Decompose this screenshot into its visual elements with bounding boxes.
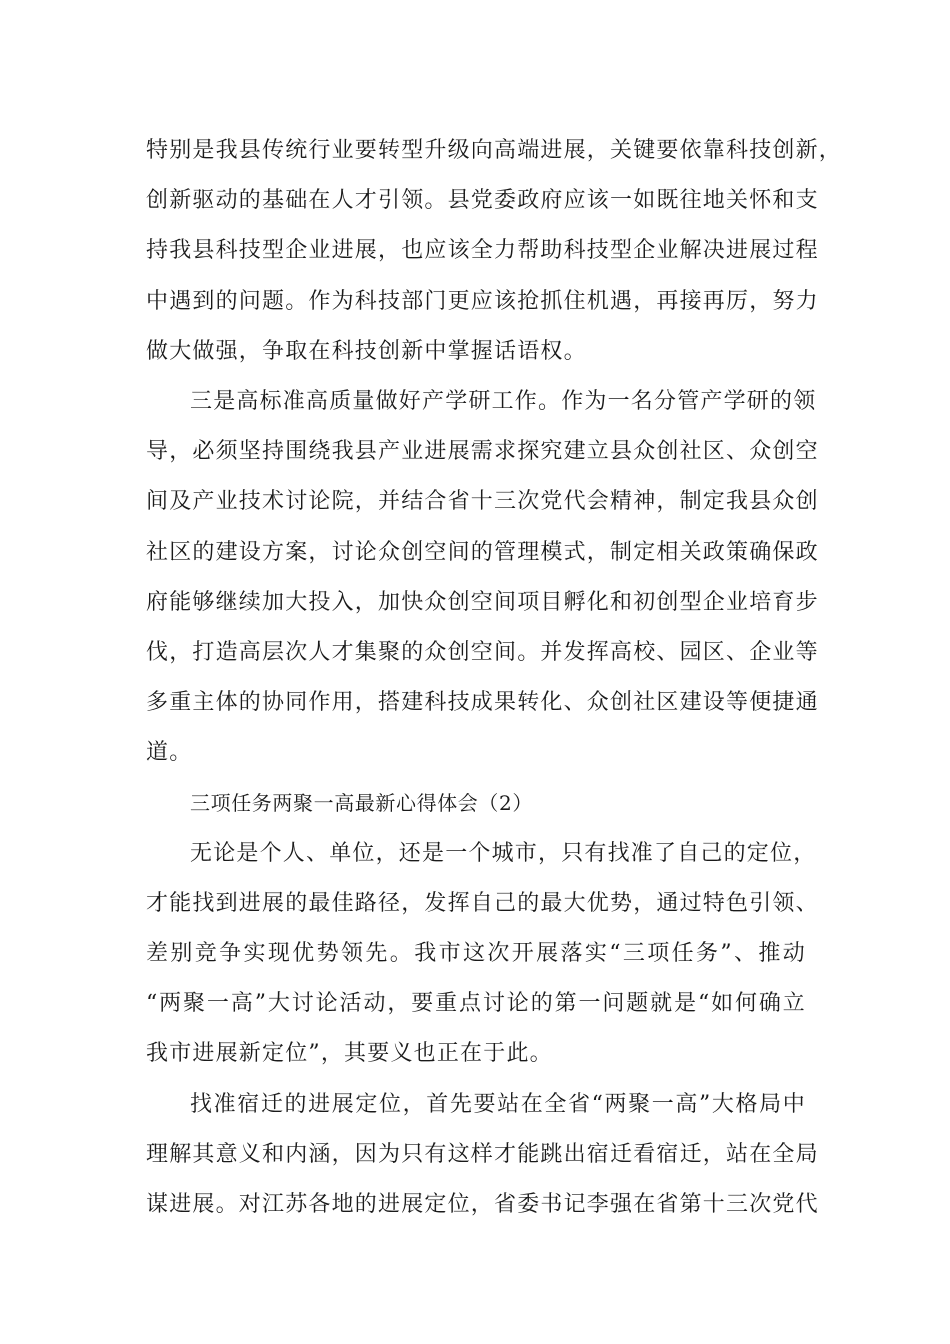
text-line: 创新驱动的基础在人才引领。县党委政府应该一如既往地关怀和支 (146, 188, 819, 214)
text-line: 三项任务两聚一高最新心得体会（2） (190, 791, 533, 816)
text-line: 三是高标准高质量做好产学研工作。作为一名分管产学研的领 (190, 388, 817, 414)
text-line: 差别竞争实现优势领先。我市这次开展落实“三项任务”、推动 (146, 941, 806, 966)
text-line: 中遇到的问题。作为科技部门更应该抢抓住机遇，再接再厉，努力 (146, 288, 819, 314)
text-line: 社区的建设方案，讨论众创空间的管理模式，制定相关政策确保政 (146, 539, 819, 565)
text-line: “两聚一高”大讨论活动，要重点讨论的第一问题就是“如何确立 (146, 991, 806, 1017)
text-line: 才能找到进展的最佳路径，发挥自己的最大优势，通过特色引领、 (146, 890, 819, 916)
text-line: 谋进展。对江苏各地的进展定位，省委书记李强在省第十三次党代 (146, 1191, 819, 1217)
text-line: 导，必须坚持围绕我县产业进展需求探究建立县众创社区、众创空 (146, 439, 819, 465)
paragraph-p2 (146, 377, 819, 779)
text-line: 特别是我县传统行业要转型升级向高端进展，关键要依靠科技创新， (146, 138, 843, 163)
paragraph-p1 (146, 126, 843, 377)
text-line: 伐，打造高层次人才集聚的众创空间。并发挥高校、园区、企业等 (146, 639, 819, 665)
paragraph-p3 (146, 829, 819, 1080)
text-line: 找准宿迁的进展定位，首先要站在全省“两聚一高”大格局中 (190, 1091, 806, 1117)
text-line: 多重主体的协同作用，搭建科技成果转化、众创社区建设等便捷通 (146, 690, 819, 716)
text-line: 道。 (146, 740, 193, 766)
document-body (146, 126, 843, 1230)
text-line: 我市进展新定位”，其要义也正在于此。 (146, 1041, 553, 1067)
paragraph-p4 (146, 1080, 819, 1231)
section-heading (146, 778, 806, 828)
text-line: 做大做强，争取在科技创新中掌握话语权。 (146, 338, 587, 364)
text-line: 府能够继续加大投入，加快众创空间项目孵化和初创型企业培育步 (146, 589, 819, 615)
text-line: 间及产业技术讨论院，并结合省十三次党代会精神，制定我县众创 (146, 489, 819, 515)
text-line: 理解其意义和内涵，因为只有这样才能跳出宿迁看宿迁，站在全局 (146, 1141, 819, 1167)
text-line: 持我县科技型企业进展，也应该全力帮助科技型企业解决进展过程 (146, 238, 819, 264)
text-line: 无论是个人、单位，还是一个城市，只有找准了自己的定位， (190, 840, 817, 866)
